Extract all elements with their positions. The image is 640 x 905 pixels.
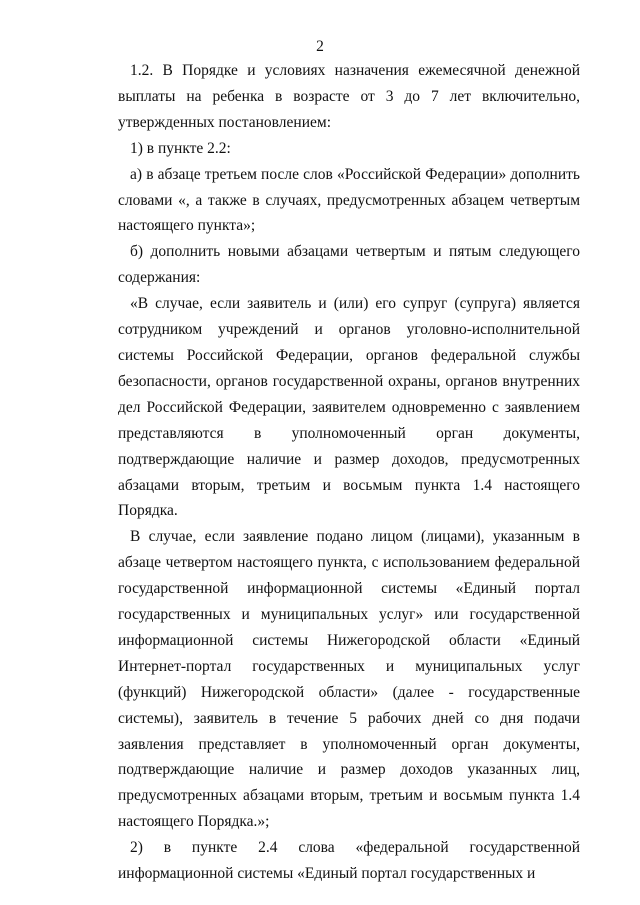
paragraph-subitem-b: б) дополнить новыми абзацами четвертым и пятым следующего содержания: [118, 243, 580, 287]
document-body [118, 58, 580, 887]
page-number: 2 [316, 38, 324, 55]
paragraph-1-2-intro: 1.2. В Порядке и условиях назначения ежемесячной денежной выплаты на ребенка в возрасте от 3 до 7 лет включительно, утвержденных постановлением: [118, 62, 580, 131]
paragraph-quoted-abzac-5: В случае, если заявление подано лицом (лицами), указанным в абзаце четвертом настоящего пункта, с использованием федеральной государственной информационной системы «Единый портал государственных и муниципальных услуг» или государственной информационной системы Нижегородской области «Единый Интернет-портал государственных и муниципальных услуг (функций) Нижегородской области» (далее - государственные системы), заявитель в течение 5 рабочих дней со дня подачи заявления представляет в уполномоченный орган документы, подтверждающие наличие и размер доходов указанных лиц, предусмотренных абзацами вторым, третьим и восьмым пункта 1.4 настоящего Порядка.»; [118, 528, 580, 831]
paragraph-subitem-a: а) в абзаце третьем после слов «Российской Федерации» дополнить словами «, а также в случаях, предусмотренных абзацем четвертым настоящего пункта»; [118, 165, 580, 235]
paragraph-item-2: 2) в пункте 2.4 слова «федеральной государственной информационной системы «Единый портал государственных и [118, 839, 580, 883]
paragraph-quoted-abzac-4: «В случае, если заявитель и (или) его супруг (супруга) является сотрудником учреждений и органов уголовно-исполнительной системы Российской Федерации, органов федеральной службы безопасности, органов государственной охраны, органов внутренних дел Российской Федерации, заявителем одновременно с заявлением представляются в уполномоченный орган документы, подтверждающие наличие и размер доходов, предусмотренных абзацами вторым, третьим и восьмым пункта 1.4 настоящего Порядка. [118, 295, 580, 520]
paragraph-item-1: 1) в пункте 2.2: [130, 139, 231, 157]
